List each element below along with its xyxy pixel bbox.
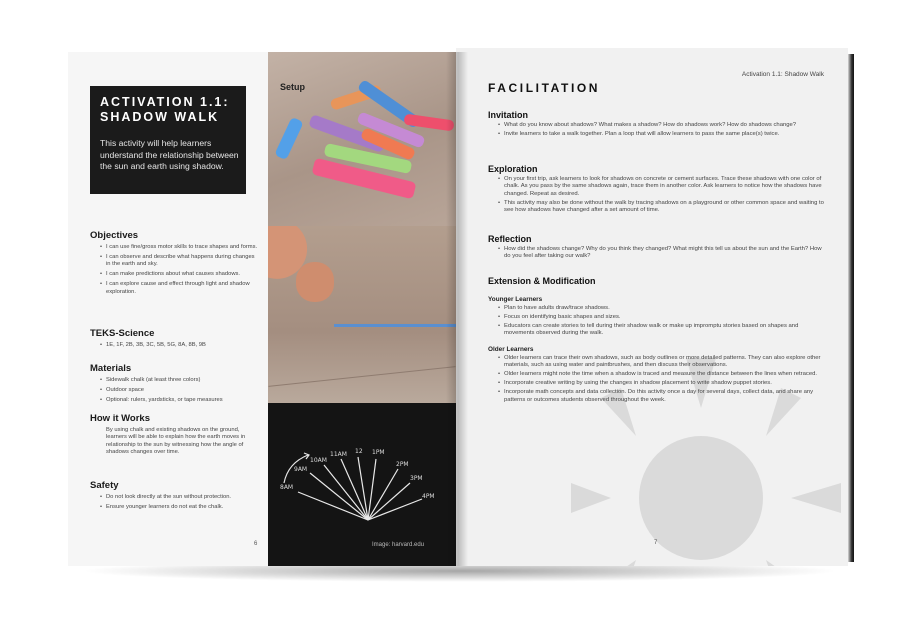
open-booklet bbox=[68, 48, 854, 568]
list-item: • What do you know about shadows? What makes a shadow? How do shadows work? How do shadows change? bbox=[504, 122, 828, 129]
time-label: 1PM bbox=[372, 449, 385, 456]
time-label: 10AM bbox=[310, 457, 327, 464]
teks-heading: TEKS-Science bbox=[90, 328, 155, 339]
time-label: 8AM bbox=[280, 484, 294, 491]
chalk-photo bbox=[268, 52, 456, 226]
invitation-section bbox=[488, 110, 828, 140]
list-item: • Educators can create stories to tell during their shadow walk or make up impromptu stories based on shapes and movements observed during the walk. bbox=[504, 323, 828, 338]
list-item: • Older learners can trace their own shadows, such as body outlines or more detailed patterns. They can also explore other materials, such as using water and paintbrushes, and then discuss their observations. bbox=[504, 355, 828, 370]
page-number-right: 7 bbox=[654, 540, 658, 546]
list-item: • I can explore cause and effect through light and shadow exploration. bbox=[106, 281, 258, 296]
list-item: • Focus on identifying basic shapes and sizes. bbox=[504, 314, 828, 321]
list-item: • Invite learners to take a walk together. Plan a loop that will allow learners to pass the same place(s) twice. bbox=[504, 131, 828, 138]
reflection-heading: Reflection bbox=[488, 234, 532, 244]
objectives-section bbox=[90, 230, 258, 298]
right-page bbox=[456, 48, 848, 566]
left-page bbox=[68, 52, 456, 566]
materials-section bbox=[90, 363, 258, 407]
shadow-time-diagram bbox=[268, 403, 456, 566]
list-item: • Ensure younger learners do not eat the chalk. bbox=[106, 504, 258, 511]
how-it-works-section bbox=[90, 413, 258, 457]
shadow-lines-graphic bbox=[268, 403, 456, 566]
chalk-red bbox=[403, 114, 454, 132]
materials-heading: Materials bbox=[90, 363, 132, 374]
list-item: • Plan to have adults draw/trace shadows. bbox=[504, 305, 828, 312]
time-label: 12 bbox=[355, 448, 363, 455]
facilitation-title: FACILITATION bbox=[488, 81, 601, 95]
setup-label: Setup bbox=[280, 82, 306, 92]
time-label: 2PM bbox=[396, 461, 409, 468]
list-item: • On your first trip, ask learners to look for shadows on concrete or cement surfaces. Trace these shadows with one color of chalk. As you pass by the same shadows again, trace them in another color. Ask learners to notice how the shadows have changed. Repeat as desired. bbox=[504, 176, 828, 198]
objectives-heading: Objectives bbox=[90, 230, 139, 241]
list-item: • Incorporate creative writing by using the changes in shadow placement to write shadow puppet stories. bbox=[504, 380, 828, 387]
list-item: • 1E, 1F, 2B, 3B, 3C, 5B, 5G, 8A, 8B, 9B bbox=[106, 342, 258, 349]
tracing-photo bbox=[268, 226, 456, 403]
list-item: • How did the shadows change? Why do you think they changed? What might this tell us about the sun and the Earth? How do you feel after taking our walk? bbox=[504, 246, 828, 261]
list-item: • I can make predictions about what causes shadows. bbox=[106, 271, 258, 278]
chalk-light-blue bbox=[274, 117, 304, 161]
image-credit: Image: harvard.edu bbox=[372, 542, 425, 548]
list-item: • Incorporate math concepts and data collection. Do this activity once a day for several days, collect data, and share any patterns or outcomes students observed throughout the week. bbox=[504, 389, 828, 404]
list-item: • I can observe and describe what happens during changes in the earth and sky. bbox=[106, 254, 258, 269]
list-item: • Older learners might note the time when a shadow is traced and measure the distance between the lines when retraced. bbox=[504, 371, 828, 378]
time-label: 3PM bbox=[410, 475, 423, 482]
activation-intro: This activity will help learners understand the relationship between the sun and earth using shadow. bbox=[100, 138, 239, 171]
list-item: • Do not look directly at the sun without protection. bbox=[106, 494, 258, 501]
list-item: • Optional: rulers, yardsticks, or tape measures bbox=[106, 397, 258, 404]
pavement-crack bbox=[268, 366, 455, 387]
list-item: • Outdoor space bbox=[106, 387, 258, 394]
extension-section bbox=[488, 276, 828, 406]
list-item: • This activity may also be done without the walk by tracing shadows on a playground or other common space and waiting to see how shadows have changed after a set amount of time. bbox=[504, 200, 828, 215]
time-label: 9AM bbox=[294, 466, 308, 473]
safety-heading: Safety bbox=[90, 480, 119, 491]
older-learners-heading: Older Learners bbox=[488, 345, 534, 353]
younger-learners-heading: Younger Learners bbox=[488, 296, 543, 303]
exploration-section bbox=[488, 164, 828, 216]
running-header: Activation 1.1: Shadow Walk bbox=[741, 71, 824, 78]
extension-heading: Extension & Modification bbox=[488, 276, 596, 286]
reflection-section bbox=[488, 234, 828, 262]
safety-section bbox=[90, 480, 258, 514]
time-label: 4PM bbox=[422, 493, 435, 500]
how-it-works-text: By using chalk and existing shadows on the ground, learners will be able to explain how the earth moves in relationship to the sun by witnessing how the angle of shadows changes over time. bbox=[106, 427, 246, 456]
list-item: • I can use fine/gross motor skills to trace shapes and forms. bbox=[106, 244, 258, 251]
page-number-left: 6 bbox=[254, 541, 258, 547]
time-label: 11AM bbox=[330, 451, 347, 458]
exploration-heading: Exploration bbox=[488, 164, 538, 174]
chalk-line bbox=[334, 324, 456, 327]
page-edge bbox=[848, 54, 854, 562]
activation-title: ACTIVATION 1.1: SHADOW WALK bbox=[100, 95, 230, 124]
hand-shape bbox=[296, 262, 334, 302]
invitation-heading: Invitation bbox=[488, 110, 528, 120]
how-it-works-heading: How it Works bbox=[90, 413, 150, 424]
activation-title-box bbox=[90, 86, 246, 194]
teks-section bbox=[90, 328, 258, 352]
list-item: • Sidewalk chalk (at least three colors) bbox=[106, 377, 258, 384]
